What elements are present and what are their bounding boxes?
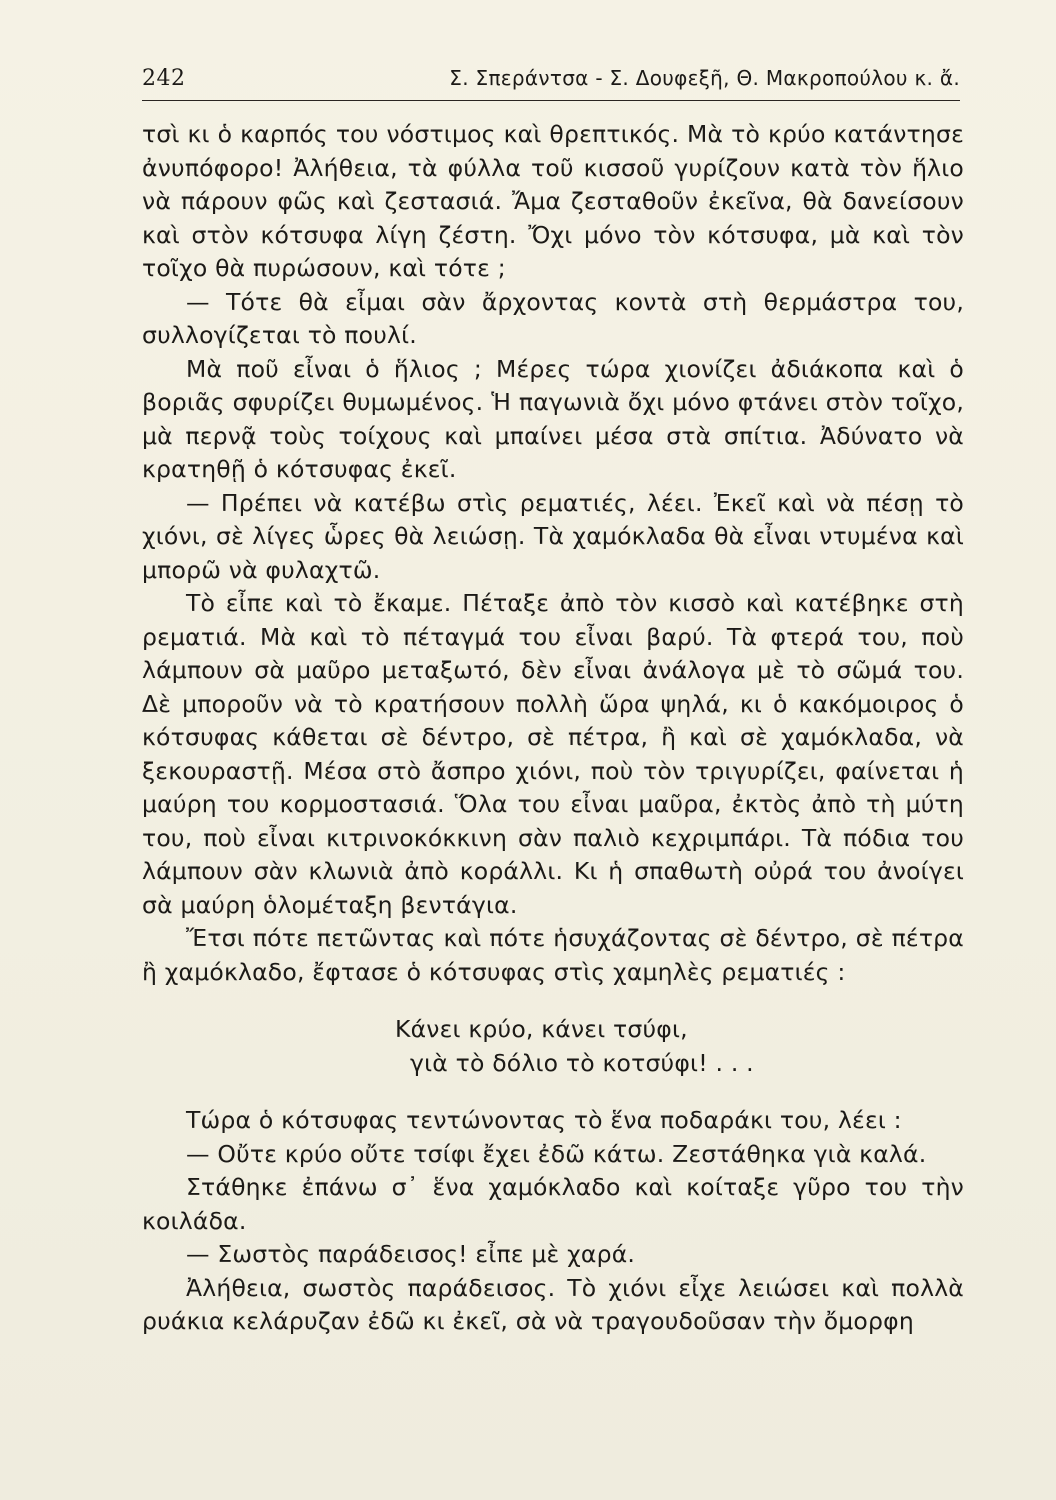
- running-title: Σ. Σπεράντσα - Σ. Δουφεξῆ, Θ. Μακροπούλου κ. ἄ.: [449, 66, 960, 90]
- paragraph: Μὰ ποῦ εἶναι ὁ ἥλιος ; Μέρες τώρα χιονίζει ἀδιάκοπα καὶ ὁ βοριᾶς σφυρίζει θυμωμένος. Ἡ παγωνιὰ ὄχι μόνο φτάνει στὸν τοῖχο, μὰ περνᾷ τοὺς τοίχους καὶ μπαίνει μέσα στὰ σπίτια. Ἀδύνατο νὰ κρατηθῇ ὁ κότσυφας ἐκεῖ.: [142, 354, 964, 483]
- page-number: 242: [142, 66, 186, 91]
- paragraph: Τώρα ὁ κότσυφας τεντώνοντας τὸ ἕνα ποδαράκι του, λέει :: [186, 1106, 902, 1134]
- paragraph: Ἀλήθεια, σωστὸς παράδεισος. Τὸ χιόνι εἶχε λειώσει καὶ πολλὰ ρυάκια κελάρυζαν ἐδῶ κι ἐκεῖ, σὰ νὰ τραγουδοῦσαν τὴν ὄμορφη: [142, 1273, 964, 1335]
- header-rule: [142, 100, 960, 101]
- paragraph-dialogue: — Πρέπει νὰ κατέβω στὶς ρεματιές, λέει. Ἐκεῖ καὶ νὰ πέσῃ τὸ χιόνι, σὲ λίγες ὧρες θὰ λειώσῃ. Τὰ χαμόκλαδα θὰ εἶναι ντυμένα καὶ μπορῶ νὰ φυλαχτῶ.: [142, 488, 964, 584]
- paragraph: Ἔτσι πότε πετῶντας καὶ πότε ἡσυχάζοντας σὲ δέντρο, σὲ πέτρα ἢ χαμόκλαδο, ἔφτασε ὁ κότσυφας στὶς χαμηλὲς ρεματιές :: [142, 924, 964, 986]
- verse-line: Κάνει κρύο, κάνει τσύφι,: [395, 1015, 688, 1043]
- paragraph: Τὸ εἶπε καὶ τὸ ἔκαμε. Πέταξε ἀπὸ τὸν κισσὸ καὶ κατέβηκε στὴ ρεματιά. Μὰ καὶ τὸ πέταγμά του εἶναι βαρύ. Τὰ φτερά του, ποὺ λάμπουν σὰ μαῦρο μεταξωτό, δὲν εἶναι ἀνάλογα μὲ τὸ σῶμά του. Δὲ μποροῦν νὰ τὸ κρατήσουν πολλὴ ὥρα ψηλά, κι ὁ κακόμοιρος ὁ κότσυφας κάθεται σὲ δέντρο, σὲ πέτρα, ἢ καὶ σὲ χαμόκλαδα, νὰ ξεκουραστῇ. Μέσα στὸ ἄσπρο χιόνι, ποὺ τὸν τριγυρίζει, φαίνεται ἡ μαύρη του κορμοστασιά. Ὅλα του εἶναι μαῦρα, ἐκτὸς ἀπὸ τὴ μύτη του, ποὺ εἶναι κιτρινοκόκκινη σὰν παλιὸ κεχριμπάρι. Τὰ πόδια του λάμπουν σὰν κλωνιὰ ἀπὸ κοράλλι. Κι ἡ σπαθωτὴ οὐρά του ἀνοίγει σὰ μαύρη ὁλομέταξη βεντάγια.: [142, 589, 964, 919]
- page-header: [142, 62, 960, 96]
- paragraph-continuation: τσὶ κι ὁ καρπός του νόστιμος καὶ θρεπτικός. Μὰ τὸ κρύο κατάντησε ἀνυπόφορο! Ἀλήθεια, τὰ φύλλα τοῦ κισσοῦ γυρίζουν κατὰ τὸν ἥλιο νὰ πάρουν φῶς καὶ ζεστασιά. Ἄμα ζεσταθοῦν ἐκεῖνα, θὰ δανείσουν καὶ στὸν κότσυφα λίγη ζέστη. Ὄχι μόνο τὸν κότσυφα, μὰ καὶ τὸν τοῖχο θὰ πυρώσουν, καὶ τότε ;: [142, 120, 964, 282]
- paragraph-dialogue: — Οὔτε κρύο οὔτε τσίφι ἔχει ἐδῶ κάτω. Ζεστάθηκα γιὰ καλά.: [186, 1139, 927, 1168]
- verse-block: [395, 1013, 964, 1080]
- paragraph-dialogue: — Σωστὸς παράδεισος! εἶπε μὲ χαρά.: [186, 1240, 636, 1268]
- body-text: [142, 118, 964, 1339]
- paragraph-dialogue: — Τότε θὰ εἶμαι σὰν ἄρχοντας κοντὰ στὴ θερμάστρα του, συλλογίζεται τὸ πουλί.: [142, 287, 964, 349]
- paragraph: Στάθηκε ἐπάνω σ᾽ ἕνα χαμόκλαδο καὶ κοίταξε γῦρο του τὴν κοιλάδα.: [142, 1173, 964, 1235]
- verse-line: γιὰ τὸ δόλιο τὸ κοτσύφι! . . .: [410, 1048, 754, 1077]
